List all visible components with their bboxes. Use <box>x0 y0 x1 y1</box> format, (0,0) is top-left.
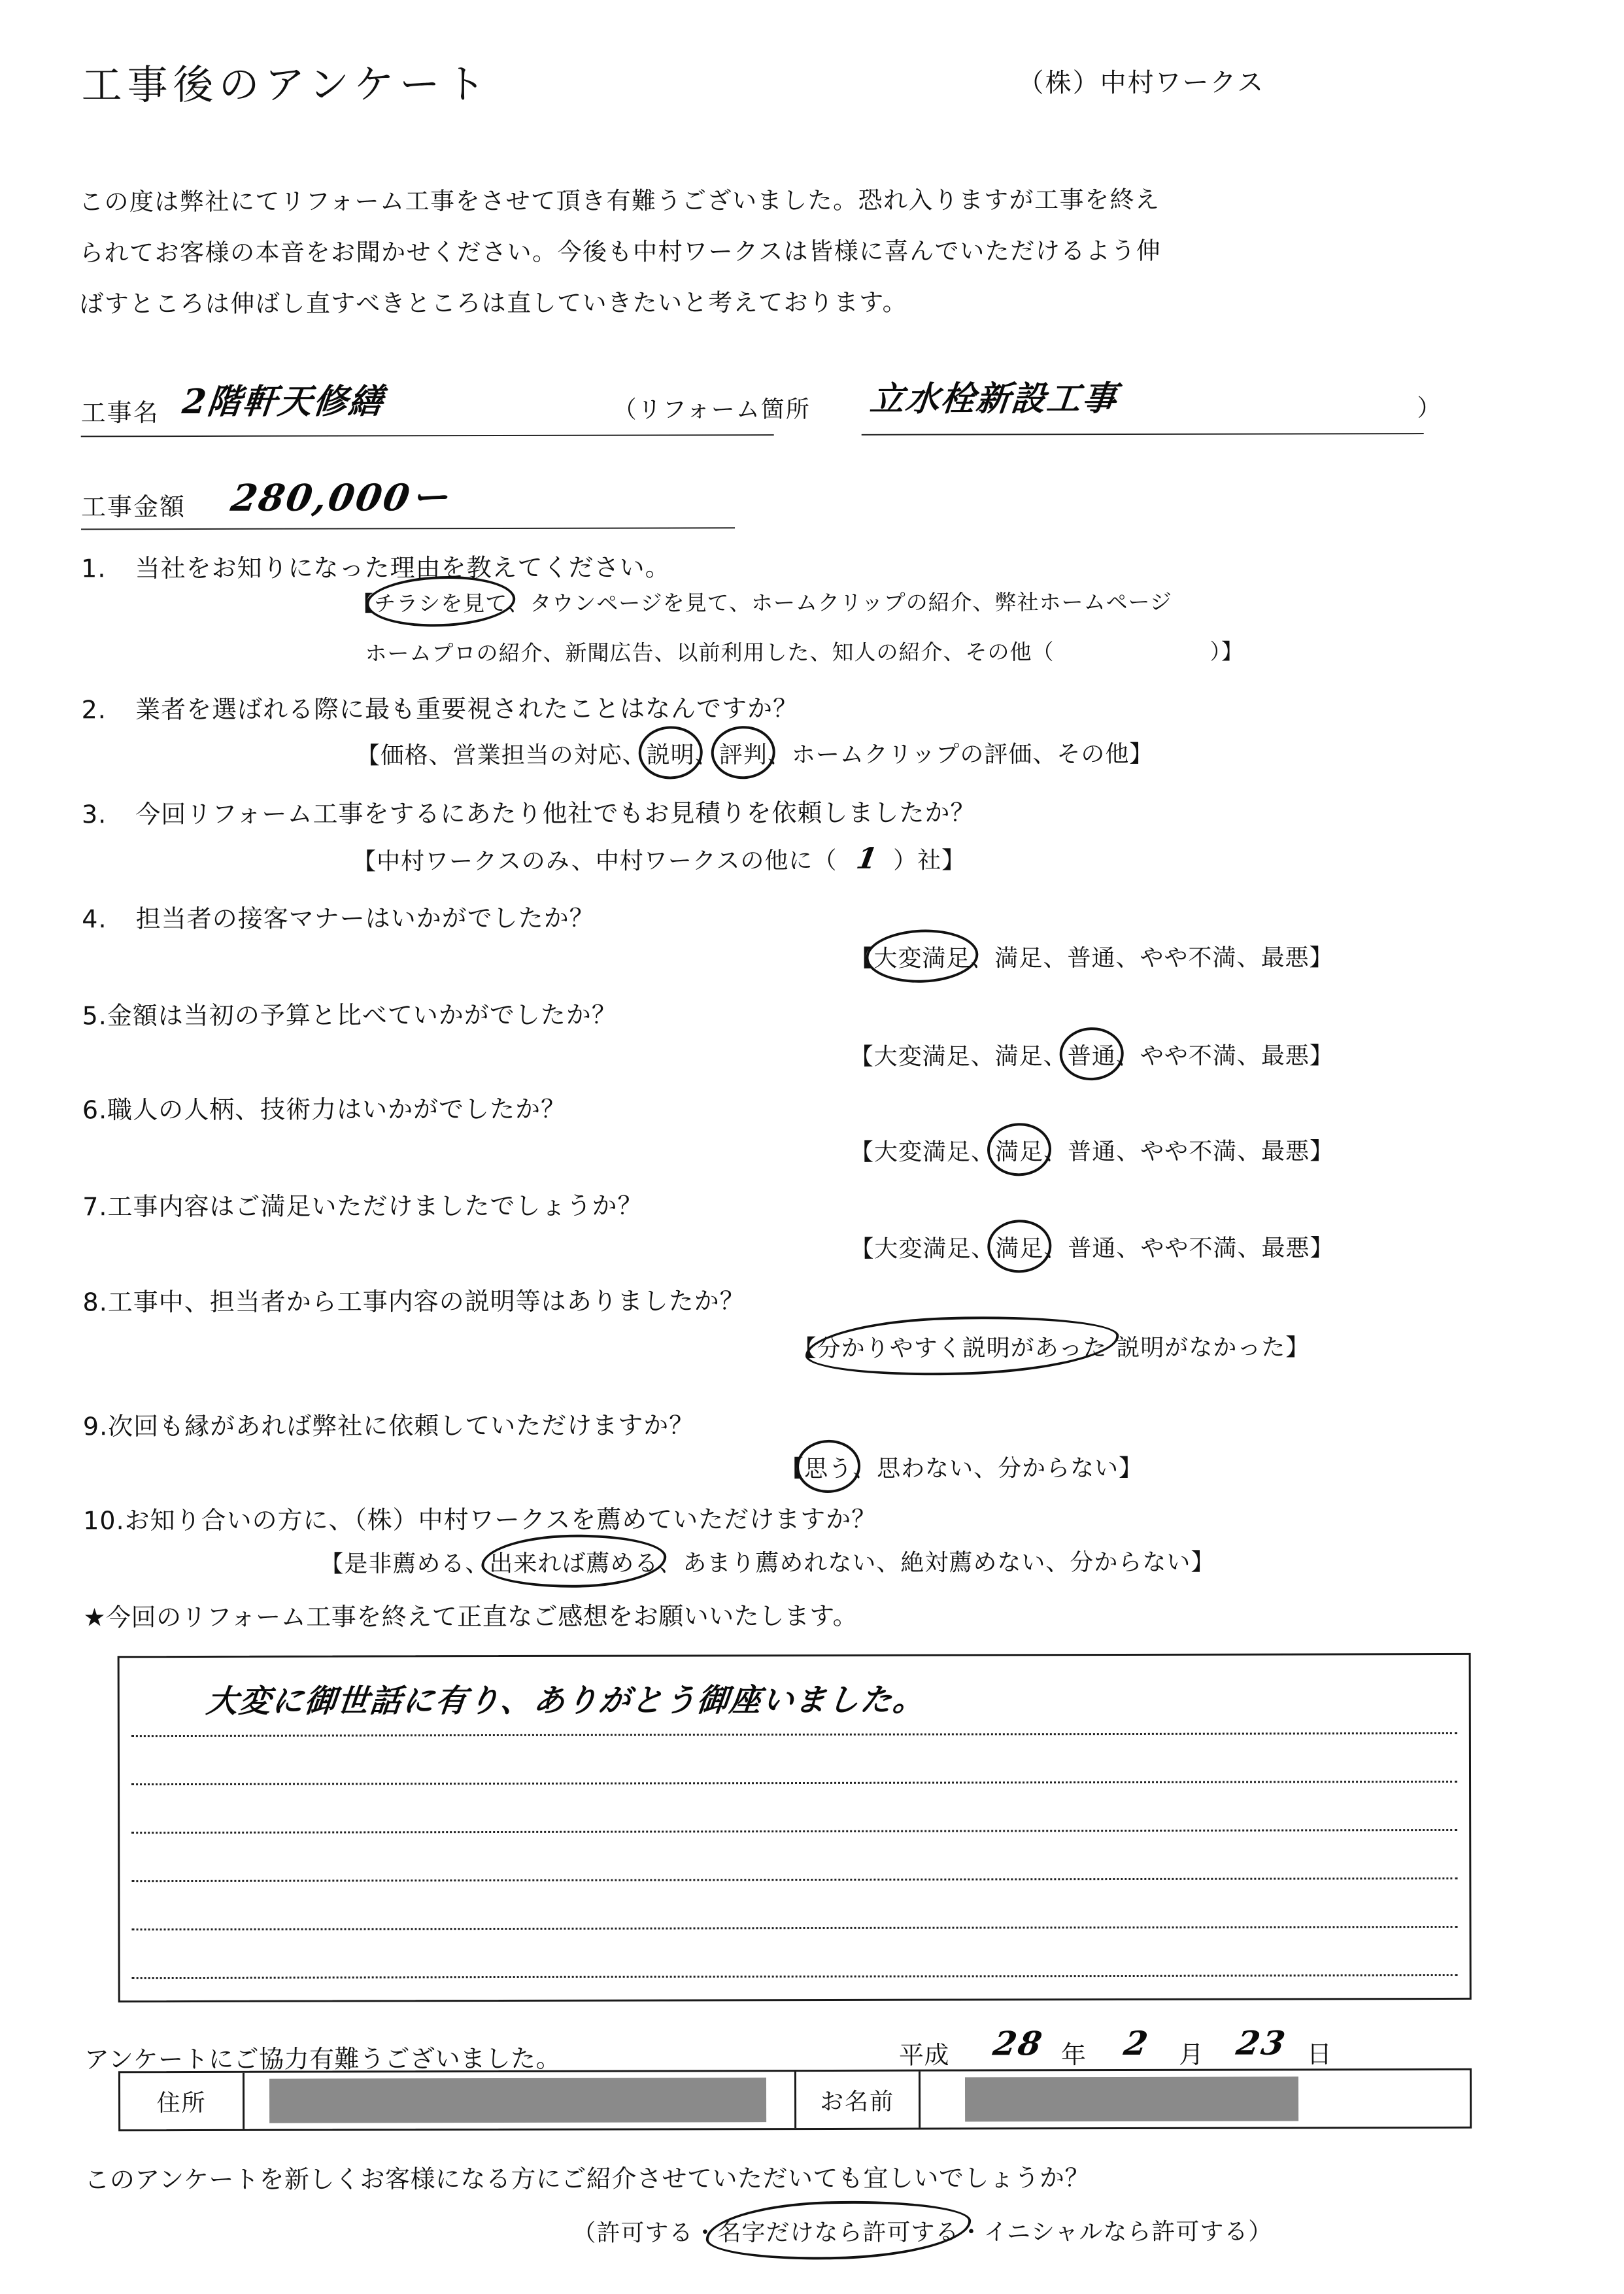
question-2-number: 2. <box>81 695 107 725</box>
reform-place-label: （リフォーム箇所 <box>613 396 811 424</box>
question-7-number: 7. <box>82 1192 108 1222</box>
work-name-value: 2階軒天修繕 <box>180 381 386 422</box>
work-name-label: 工事名 <box>80 398 160 428</box>
question-5-option-0[interactable]: 大変満足 <box>873 1043 971 1070</box>
question-7-option-2[interactable]: 普通 <box>1068 1235 1117 1263</box>
free-comment-box[interactable] <box>118 1653 1472 2002</box>
question-4 <box>82 898 595 935</box>
question-5-text: 金額は当初の予算と比べていかがでしたか？ <box>107 1000 617 1031</box>
date-year-value: 28 <box>990 2024 1047 2063</box>
comment-rule-line <box>132 1926 1458 1930</box>
reform-place-close: ） <box>1417 394 1442 422</box>
comment-rule-line <box>131 1732 1457 1737</box>
question-9-other-options[interactable]: 、思わない、分からない】 <box>853 1454 1143 1482</box>
date-year-unit: 年 <box>1060 2040 1087 2070</box>
intro-paragraph <box>79 174 1544 330</box>
question-8 <box>82 1280 745 1318</box>
free-comment-prompt: ★今回のリフォーム工事を終えて正直なご感想をお願いいたします。 <box>83 1601 858 1632</box>
question-1-options-line-1 <box>352 585 1172 618</box>
contact-table <box>118 2068 1472 2131</box>
bracket-open: 【 <box>779 1456 805 1483</box>
question-4-option-0[interactable]: 大変満足 <box>873 940 970 973</box>
amount-underline <box>81 527 735 530</box>
date-day-value: 23 <box>1233 2023 1290 2063</box>
question-7-text: 工事内容はご満足いただけましたでしょうか？ <box>107 1191 643 1222</box>
address-label: 住所 <box>120 2073 245 2129</box>
bracket-open: 【 <box>352 591 375 617</box>
option-separator: 、 <box>694 742 719 769</box>
name-field[interactable] <box>920 2070 1470 2128</box>
comment-rule-line <box>131 1829 1457 1834</box>
question-9-options <box>780 1450 1143 1484</box>
question-10-text: お知り合いの方に、（株）中村ワークスを薦めていただけますか？ <box>124 1504 877 1535</box>
comment-rule-line <box>132 1974 1458 1979</box>
question-3-options <box>352 842 966 877</box>
question-10-options-pre[interactable]: 【是非薦める、 <box>320 1550 490 1578</box>
question-6-option-2[interactable]: 普通 <box>1068 1138 1117 1166</box>
name-label: お名前 <box>796 2072 920 2128</box>
date-month-unit: 月 <box>1178 2040 1204 2069</box>
question-2-selected-option-a[interactable]: 説明 <box>647 736 695 770</box>
question-2 <box>82 688 799 725</box>
question-3 <box>82 792 976 830</box>
question-4-option-3[interactable]: やや不満 <box>1140 944 1237 972</box>
question-6-option-4[interactable]: 最悪 <box>1261 1138 1310 1165</box>
question-8-other-option[interactable]: 説明がなかった】 <box>1116 1334 1310 1362</box>
question-4-option-4[interactable]: 最悪 <box>1260 944 1310 972</box>
question-8-selected-option[interactable]: 分かりやすく説明があった <box>817 1329 1108 1363</box>
intro-line-2: られてお客様の本音をお聞かせください。今後も中村ワークスは皆様に喜んでいただけるよう伸 <box>79 236 1162 267</box>
amount-value: 280,000ー <box>228 476 454 520</box>
question-5 <box>82 995 617 1032</box>
comment-rule-line <box>131 1781 1457 1785</box>
question-10-number: 10. <box>83 1506 125 1535</box>
address-field[interactable] <box>245 2072 796 2129</box>
question-6-number: 6. <box>82 1095 108 1125</box>
page-title: 工事後のアンケート <box>81 60 491 109</box>
question-1 <box>81 547 671 584</box>
question-3-options-post: ）社】 <box>893 847 966 874</box>
question-2-options-pre[interactable]: 【価格、営業担当の対応、 <box>356 742 647 770</box>
question-6-option-0[interactable]: 大変満足 <box>873 1138 972 1166</box>
reform-place-underline <box>862 433 1424 436</box>
question-7 <box>82 1186 643 1223</box>
question-5-number: 5. <box>82 1001 107 1031</box>
question-6-option-1[interactable]: 満足 <box>995 1133 1043 1167</box>
consent-options-pre[interactable]: （許可する・ <box>572 2219 718 2247</box>
question-1-number: 1. <box>81 554 107 583</box>
question-7-option-0[interactable]: 大変満足 <box>874 1235 972 1263</box>
question-7-option-4[interactable]: 最悪 <box>1261 1235 1310 1262</box>
question-5-option-2[interactable]: 普通 <box>1068 1038 1116 1071</box>
question-7-scale: 【大変満足、満足、普通、やや不満、最悪】 <box>850 1229 1334 1264</box>
reform-place-value: 立水栓新設工事 <box>868 379 1120 419</box>
question-3-text: 今回リフォーム工事をするにあたり他社でもお見積りを依頼しましたか？ <box>135 798 976 829</box>
question-2-options-post[interactable]: 、ホームクリップの評価、その他】 <box>767 740 1154 769</box>
consent-selected-option[interactable]: 名字だけなら許可する <box>717 2214 959 2248</box>
question-5-option-1[interactable]: 満足 <box>994 1043 1043 1070</box>
question-6 <box>82 1089 566 1126</box>
question-2-options <box>356 736 1154 771</box>
question-3-options-pre[interactable]: 【中村ワークスのみ、中村ワークスの他に（ <box>352 847 837 876</box>
question-8-number: 8. <box>82 1288 108 1317</box>
question-7-option-1[interactable]: 満足 <box>995 1230 1043 1263</box>
question-10-other-options[interactable]: 、あまり薦めれない、絶対薦めない、分からない】 <box>658 1549 1215 1577</box>
question-7-option-3[interactable]: やや不満 <box>1140 1235 1238 1262</box>
question-5-scale: 【大変満足、満足、普通、やや不満、最悪】 <box>850 1037 1334 1072</box>
question-10-selected-option[interactable]: 出来れば薦める <box>489 1545 658 1579</box>
question-1-text: 当社をお知りになった理由を教えてください。 <box>135 553 671 583</box>
bracket-open: 【 <box>792 1335 817 1363</box>
question-5-option-3[interactable]: やや不満 <box>1140 1042 1237 1070</box>
question-9-text: 次回も縁があれば弊社に依頼していただけますか？ <box>108 1411 695 1441</box>
consent-options <box>572 2214 1272 2248</box>
company-name: （株）中村ワークス <box>1017 67 1265 99</box>
question-8-options <box>793 1329 1310 1363</box>
free-comment-text: 大変に御世話に有り、ありがとう御座いました。 <box>205 1681 928 1720</box>
question-1-options-line-2[interactable]: ホームプロの紹介、新聞広告、以前利用した、知人の紹介、その他（ ）】 <box>365 638 1243 666</box>
question-1-other-options[interactable]: 、タウンページを見て、ホームクリップの紹介、弊社ホームページ <box>507 589 1173 616</box>
question-6-text: 職人の人柄、技術力はいかがでしたか？ <box>107 1094 567 1125</box>
question-10 <box>83 1499 877 1537</box>
question-2-selected-option-b[interactable]: 評判 <box>719 736 768 770</box>
question-9-number: 9. <box>82 1412 109 1441</box>
question-1-selected-option[interactable]: チラシを見て <box>374 587 507 617</box>
question-3-written-count: 1 <box>854 842 883 876</box>
question-3-number: 3. <box>81 800 107 829</box>
question-6-option-3[interactable]: やや不満 <box>1140 1138 1238 1165</box>
amount-label: 工事金額 <box>80 492 186 522</box>
question-9 <box>83 1405 694 1442</box>
question-4-option-1[interactable]: 満足 <box>994 945 1043 972</box>
thanks-text: アンケートにご協力有難うございました。 <box>84 2044 562 2074</box>
work-name-underline <box>81 434 774 437</box>
consent-options-rest[interactable]: ・イニシャルなら許可する） <box>959 2218 1273 2246</box>
question-4-text: 担当者の接客マナーはいかがでしたか？ <box>135 903 595 934</box>
name-redaction <box>964 2076 1298 2121</box>
question-6-scale: 【大変満足、満足、普通、やや不満、最悪】 <box>850 1133 1334 1167</box>
question-4-number: 4. <box>82 904 107 934</box>
question-9-selected-option[interactable]: 思う <box>804 1450 853 1484</box>
question-10-options <box>320 1544 1215 1579</box>
comment-rule-line <box>131 1877 1457 1882</box>
date-era-label: 平成 <box>898 2040 949 2070</box>
consent-question: このアンケートを新しくお客様になる方にご紹介させていただいても宜しいでしょうか？ <box>84 2163 1091 2195</box>
question-4-scale: 【大変満足、満足、普通、やや不満、最悪】 <box>849 939 1333 974</box>
intro-line-3: ばすところは伸ばし直すべきところは直していきたいと考えております。 <box>79 288 908 318</box>
question-2-text: 業者を選ばれる際に最も重要視されたことはなんですか？ <box>135 694 799 725</box>
question-5-option-4[interactable]: 最悪 <box>1260 1042 1310 1070</box>
question-4-option-2[interactable]: 普通 <box>1067 945 1116 972</box>
date-month-value: 2 <box>1121 2023 1153 2063</box>
date-day-unit: 日 <box>1306 2040 1332 2069</box>
intro-line-1: この度は弊社にてリフォーム工事をさせて頂き有難うございました。恐れ入りますが工事を終え <box>78 185 1160 216</box>
question-8-text: 工事中、担当者から工事内容の説明等はありましたか？ <box>107 1286 745 1317</box>
address-redaction <box>269 2078 766 2123</box>
